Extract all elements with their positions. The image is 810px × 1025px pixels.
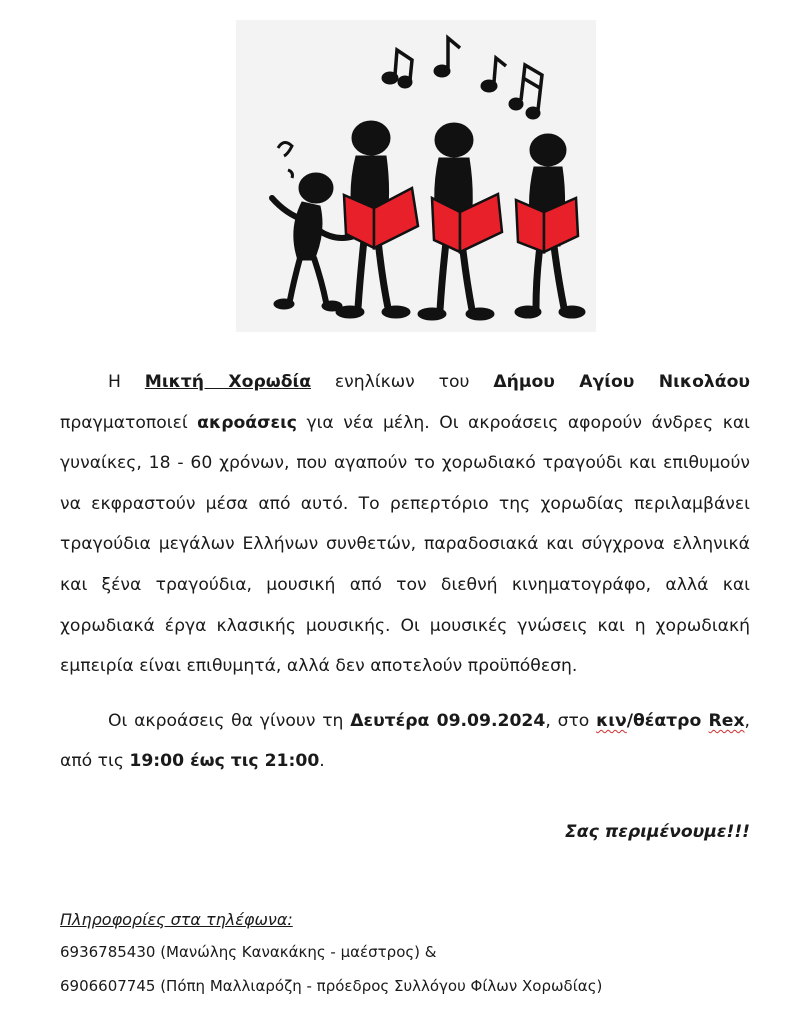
choir-illustration [236, 20, 596, 332]
choir-singers-icon [236, 20, 596, 332]
paragraph-schedule: Οι ακροάσεις θα γίνουν τη Δευτέρα 09.09.2024, στο κιν/θέατρο Rex, από τις 19:00 έως τις 21:00. [60, 710, 750, 772]
choir-name: Μικτή Χορωδία [144, 372, 312, 392]
contact-line-1: 6936785430 (Μανώλης Κανακάκης - μαέστρος) & [60, 943, 437, 961]
contact-heading: Πληροφορίες στα τηλέφωνα: [60, 910, 293, 929]
music-notes-icon [278, 38, 542, 178]
venue-name: κιν/θέατρο Rex [596, 710, 745, 731]
contact-line-2: 6906607745 (Πόπη Μαλλιαρόζη - πρόεδρος Συλλόγου Φίλων Χορωδίας) [60, 977, 603, 995]
announcement-body [60, 362, 750, 782]
auditions-word: ακροάσεις [197, 412, 297, 433]
audition-time: 19:00 έως τις 21:00 [129, 751, 320, 772]
contact-info [60, 905, 760, 1003]
audition-date: Δευτέρα 09.09.2024 [350, 710, 546, 731]
paragraph-auditions: Η Μικτή Χορωδία ενηλίκων του Δήμου Αγίου Νικολάου πραγματοποιεί ακροάσεις για νέα μέλη. Οι ακροάσεις αφορούν άνδρες και γυναίκες, 18 - 60 χρόνων, που αγαπούν το χορωδιακό τραγούδι και επιθυμούν να εκφραστούν μέσα από αυτό. Το ρεπερτόριο της χορωδίας περιλαμβάνει τραγούδια μεγάλων Ελλήνων συνθετών, παραδοσιακά και σύγχρονα ελληνικά και ξένα τραγούδια, μουσική από τον διεθνή κινηματογράφο, αλλά και χορωδιακά έργα κλασικής μουσικής. Οι μουσικές γνώσεις και η χορωδιακή εμπειρία είναι επιθυμητά, αλλά δεν αποτελούν προϋπόθεση. [60, 372, 750, 677]
municipality-name: Δήμου Αγίου Νικολάου [493, 372, 750, 392]
child-singer-figure [272, 173, 363, 311]
closing-line: Σας περιμένουμε!!! [565, 822, 750, 842]
